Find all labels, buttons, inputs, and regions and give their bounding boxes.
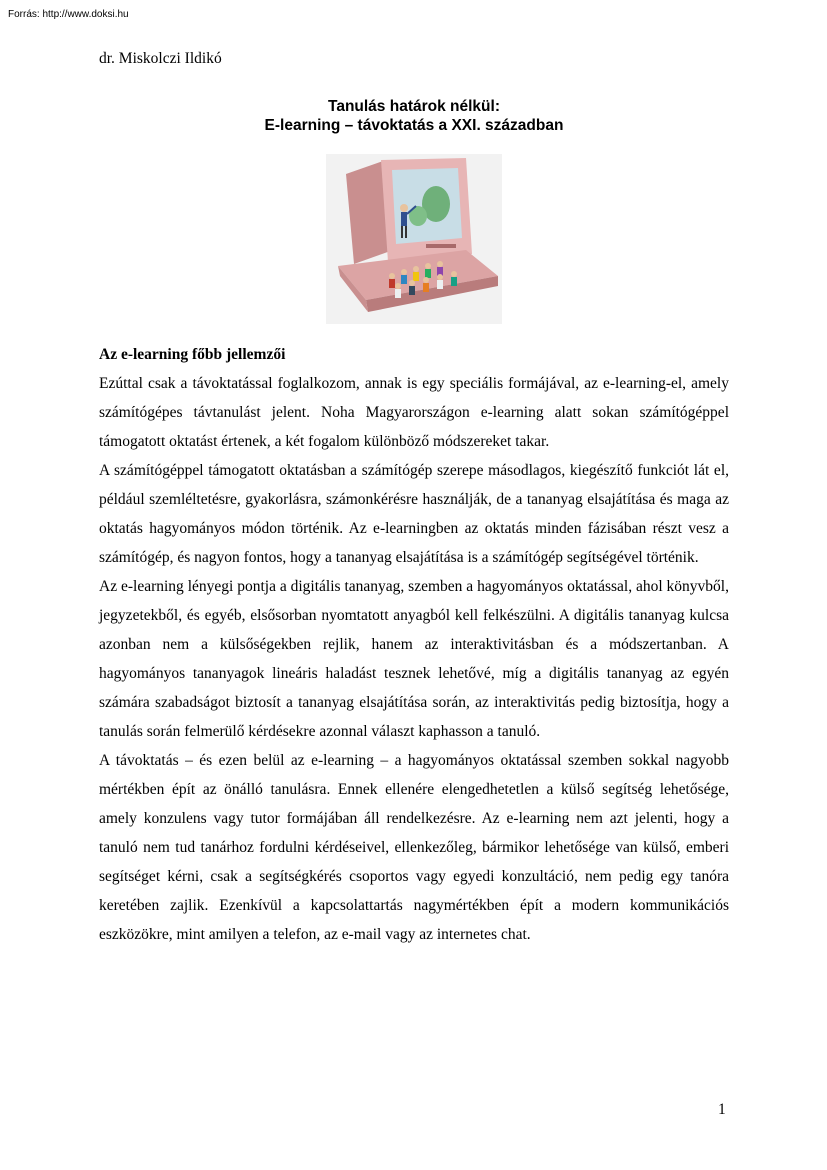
title-line-1: Tanulás határok nélkül:: [328, 98, 500, 115]
paragraph: Ezúttal csak a távoktatással foglalkozom, annak is egy speciális formájával, az e-learning-el, amely számítógépes távtanulást jelent. Noha Magyarországon e-learning alatt sokan számítógéppel támogatott oktatást értenek, a két fogalom különböző módszereket takar.: [99, 375, 729, 450]
page-number: 1: [718, 1101, 726, 1118]
paragraph: A távoktatás – és ezen belül az e-learning – a hagyományos oktatással szemben sokkal nagyobb mértékben épít az önálló tanulásra. Ennek ellenére elengedhetetlen a külső segítség lehetősége, amely konzulens vagy tutor formájában áll rendelkezésre. Az e-learning nem azt jelenti, hogy a tanuló nem tud tanárhoz fordulni kérdéseivel, ellenkezőleg, bármikor lehetősége van külső, emberi segítséget kérni, csak a segítségkérés csoportos vagy egyedi konzultáció, nem pedig egy tanóra keretében zajlik. Ezenkívül a kapcsolattartás nagymértékben épít a modern kommunikációs eszközökre, mint amilyen a telefon, az e-mail vagy az internetes chat.: [99, 752, 729, 943]
source-label: Forrás: http://www.doksi.hu: [8, 9, 129, 20]
author-name: dr. Miskolczi Ildikó: [99, 50, 222, 67]
title-line-2: E-learning – távoktatás a XXI. században: [264, 117, 564, 134]
paragraph: A számítógéppel támogatott oktatásban a számítógép szerepe másodlagos, kiegészítő funkciót lát el, például szemléltetésre, gyakorlásra, számonkérésre használják, de a tananyag elsajátítása és maga az oktatás hagyományos módon történik. Az e-learningben az oktatás minden fázisában részt vesz a számítógép, és nagyon fontos, hogy a tananyag elsajátítása is a számítógép segítségével történik.: [99, 462, 729, 566]
main-content: [99, 340, 729, 949]
paragraph: Az e-learning lényegi pontja a digitális tananyag, szemben a hagyományos oktatással, ahol könyvből, jegyzetekből, és egyéb, elsősorban nyomtatott anyagból kell felkészülni. A digitális tananyag kulcsa azonban nem a külsőségekben rejlik, hanem az interaktivitásban és a módszertanban. A hagyományos tananyagok lineáris haladást tesznek lehetővé, míg a digitális tananyag az egyén számára szabadságot biztosít a tananyag elsajátítása során, az interaktivitás pedig biztosítja, hogy a tanulás során felmerülő kérdésekre azonnal választ kaphasson a tanuló.: [99, 578, 729, 740]
section-heading: Az e-learning főbb jellemzői: [99, 346, 286, 363]
document-title: [99, 97, 729, 135]
computer-classroom-illustration: [326, 154, 502, 324]
